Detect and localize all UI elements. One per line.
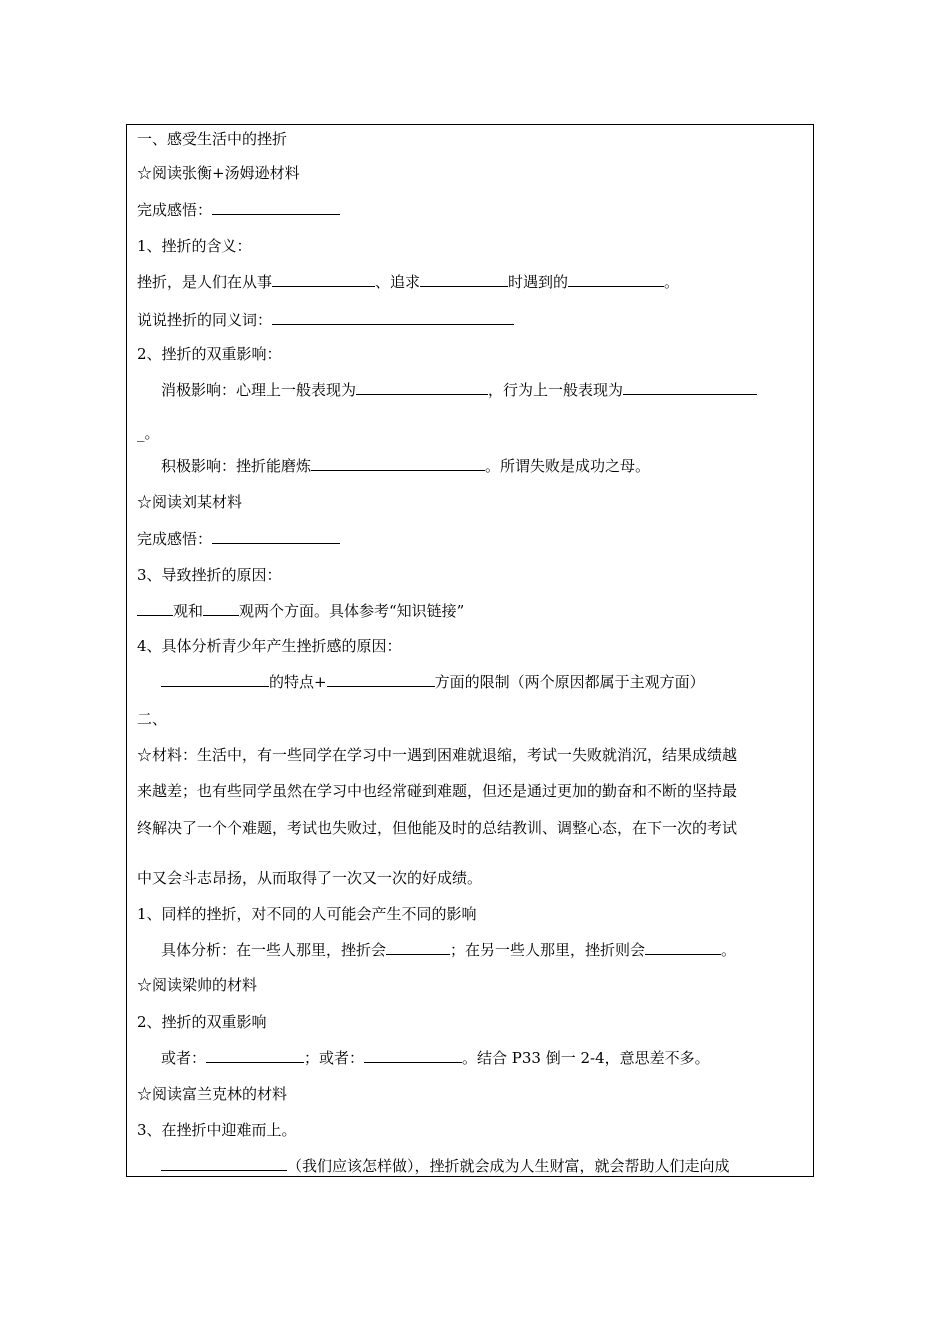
text-segment: 。 <box>721 941 737 959</box>
blank-field[interactable] <box>623 380 757 395</box>
text-segment: 观两个方面。具体参考“知识链接” <box>239 602 465 620</box>
blank-field[interactable] <box>356 380 488 395</box>
question-title: 4、具体分析青少年产生挫折感的原因： <box>137 637 402 655</box>
question-title: 1、挫折的含义： <box>137 237 252 255</box>
text-segment: 。所谓失败是成功之母。 <box>485 457 651 475</box>
text-segment: 挫折，是人们在从事 <box>137 273 273 291</box>
material-line: 来越差；也有些同学虽然在学习中也经常碰到难题，但还是通过更加的勤奋和不断的坚持最 <box>137 782 738 800</box>
point-title: 2、挫折的双重影响 <box>137 1013 267 1031</box>
material-line: ☆材料：生活中，有一些同学在学习中一遇到困难就退缩，考试一失败就消沉，结果成绩越 <box>137 746 738 764</box>
text-segment: 积极影响：挫折能磨炼 <box>161 457 312 475</box>
blank-field[interactable] <box>137 601 173 616</box>
synonym-label: 说说挫折的同义词： <box>137 311 273 329</box>
definition-line <box>137 272 679 292</box>
material-line: 中又会斗志昂扬，从而取得了一次又一次的好成绩。 <box>137 869 483 887</box>
text-segment: 时遇到的 <box>508 273 569 291</box>
negative-effect-end: _。 <box>137 424 160 442</box>
action-line <box>161 1156 730 1176</box>
text-segment: 方面的限制（两个原因都属于主观方面） <box>434 673 705 691</box>
text-segment: ；或者： <box>304 1049 365 1067</box>
question-title: 3、导致挫折的原因： <box>137 566 282 584</box>
read-prompt: ☆阅读刘某材料 <box>137 493 243 511</box>
blank-field[interactable] <box>206 1048 304 1063</box>
blank-field[interactable] <box>272 310 514 325</box>
text-segment: 、追求 <box>375 273 421 291</box>
youth-cause-line <box>161 672 705 692</box>
text-segment: ；在另一些人那里，挫折则会 <box>450 941 646 959</box>
analysis-line <box>161 940 736 960</box>
blank-field[interactable] <box>420 272 508 287</box>
feeling-label: 完成感悟： <box>137 530 213 548</box>
blank-field[interactable] <box>364 1048 462 1063</box>
blank-field[interactable] <box>161 672 269 687</box>
feeling-label: 完成感悟： <box>137 201 213 219</box>
either-line <box>161 1048 710 1068</box>
synonym-line <box>137 310 514 330</box>
feeling-line <box>137 529 340 549</box>
text-segment: 。 <box>664 273 680 291</box>
positive-effect-line <box>161 456 650 476</box>
point-title: 3、在挫折中迎难而上。 <box>137 1121 297 1139</box>
read-prompt: ☆阅读富兰克林的材料 <box>137 1085 288 1103</box>
blank-field[interactable] <box>645 940 721 955</box>
text-segment: 消极影响：心理上一般表现为 <box>161 381 357 399</box>
feeling-line <box>137 200 340 220</box>
text-segment: 具体分析：在一些人那里，挫折会 <box>161 941 387 959</box>
text-segment: （我们应该怎样做），挫折就会成为人生财富，就会帮助人们走向成 <box>287 1157 730 1175</box>
blank-field[interactable] <box>212 200 340 215</box>
blank-field[interactable] <box>311 456 485 471</box>
point-title: 1、同样的挫折，对不同的人可能会产生不同的影响 <box>137 905 477 923</box>
cause-line <box>137 601 464 621</box>
read-prompt: ☆阅读张衡+汤姆逊材料 <box>137 164 300 182</box>
section-heading: 二、 <box>137 710 168 728</box>
section-heading: 一、感受生活中的挫折 <box>137 130 288 148</box>
text-segment: ，行为上一般表现为 <box>488 381 624 399</box>
read-prompt: ☆阅读梁帅的材料 <box>137 976 258 994</box>
material-line: 终解决了一个个难题，考试也失败过，但他能及时的总结教训、调整心态，在下一次的考试 <box>137 819 738 837</box>
blank-field[interactable] <box>203 601 239 616</box>
text-segment: 或者： <box>161 1049 207 1067</box>
blank-field[interactable] <box>161 1156 287 1171</box>
negative-effect-line <box>161 380 757 400</box>
question-title: 2、挫折的双重影响： <box>137 345 282 363</box>
text-segment: 。结合 P33 倒一 2-4，意思差不多。 <box>462 1049 710 1067</box>
blank-field[interactable] <box>272 272 375 287</box>
text-segment: 的特点+ <box>269 673 327 691</box>
text-segment: 观和 <box>173 602 204 620</box>
blank-field[interactable] <box>568 272 664 287</box>
blank-field[interactable] <box>212 529 340 544</box>
blank-field[interactable] <box>386 940 450 955</box>
blank-field[interactable] <box>327 672 435 687</box>
